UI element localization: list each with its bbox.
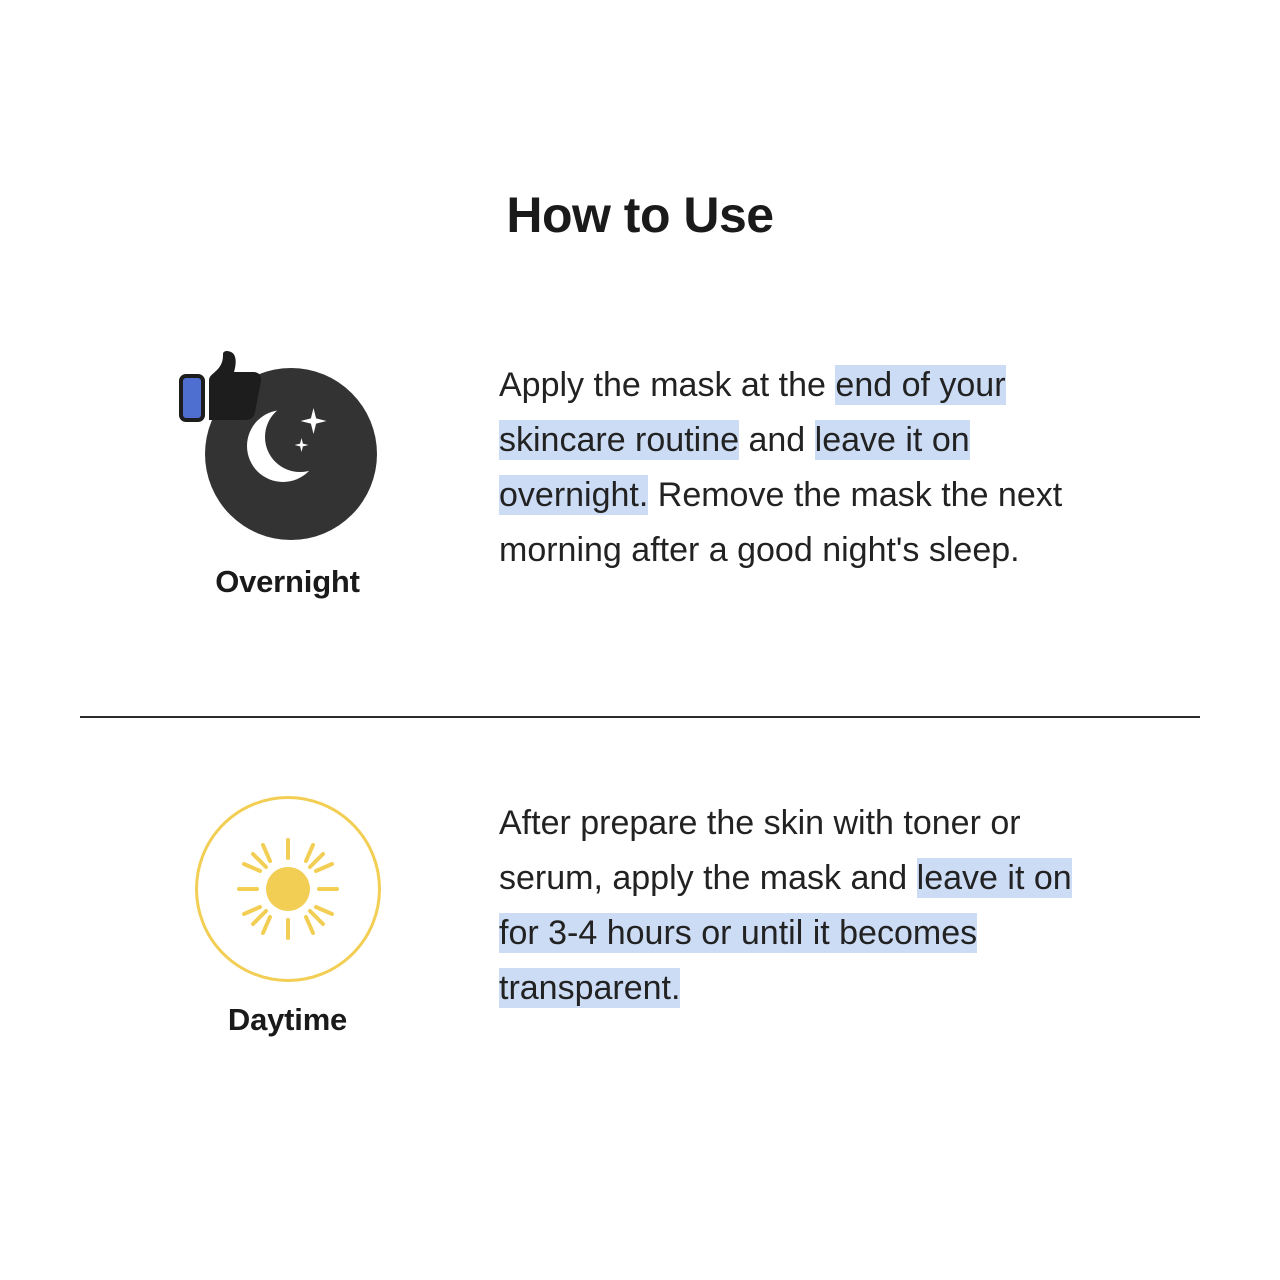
section-daytime: [80, 788, 1200, 1038]
daytime-label: Daytime: [227, 1002, 348, 1037]
daytime-icon-column: [80, 788, 495, 1038]
section-overnight: [80, 350, 1200, 600]
thumbs-up-icon: [179, 350, 263, 426]
text-part: Remove the mask the next morning after a good night's sleep.: [499, 476, 1063, 570]
page-title: How to Use: [506, 187, 774, 243]
text-part: Apply the mask at the: [499, 366, 836, 404]
overnight-icon-column: [80, 350, 495, 600]
text-part-highlight: end of your skincare routine: [499, 366, 1006, 460]
section-divider: [80, 716, 1200, 718]
overnight-text-column: [495, 350, 1200, 578]
text-part: and: [739, 421, 815, 460]
daytime-text-column: [495, 788, 1200, 1016]
daytime-body-text: [499, 796, 1119, 1016]
sun-rays-icon: [235, 836, 341, 942]
overnight-body-text: [499, 358, 1119, 578]
moon-stars-icon: [173, 350, 403, 550]
text-part-highlight: leave it on overnight.: [499, 421, 970, 515]
text-part: After prepare the skin with toner or serum, apply the mask and: [499, 804, 1021, 898]
sun-icon: [173, 788, 403, 988]
text-part-highlight: leave it on for 3-4 hours or until it becomes transparent.: [499, 859, 1072, 1008]
overnight-label: Overnight: [215, 564, 360, 599]
moon-crescent-cut: [265, 402, 335, 472]
